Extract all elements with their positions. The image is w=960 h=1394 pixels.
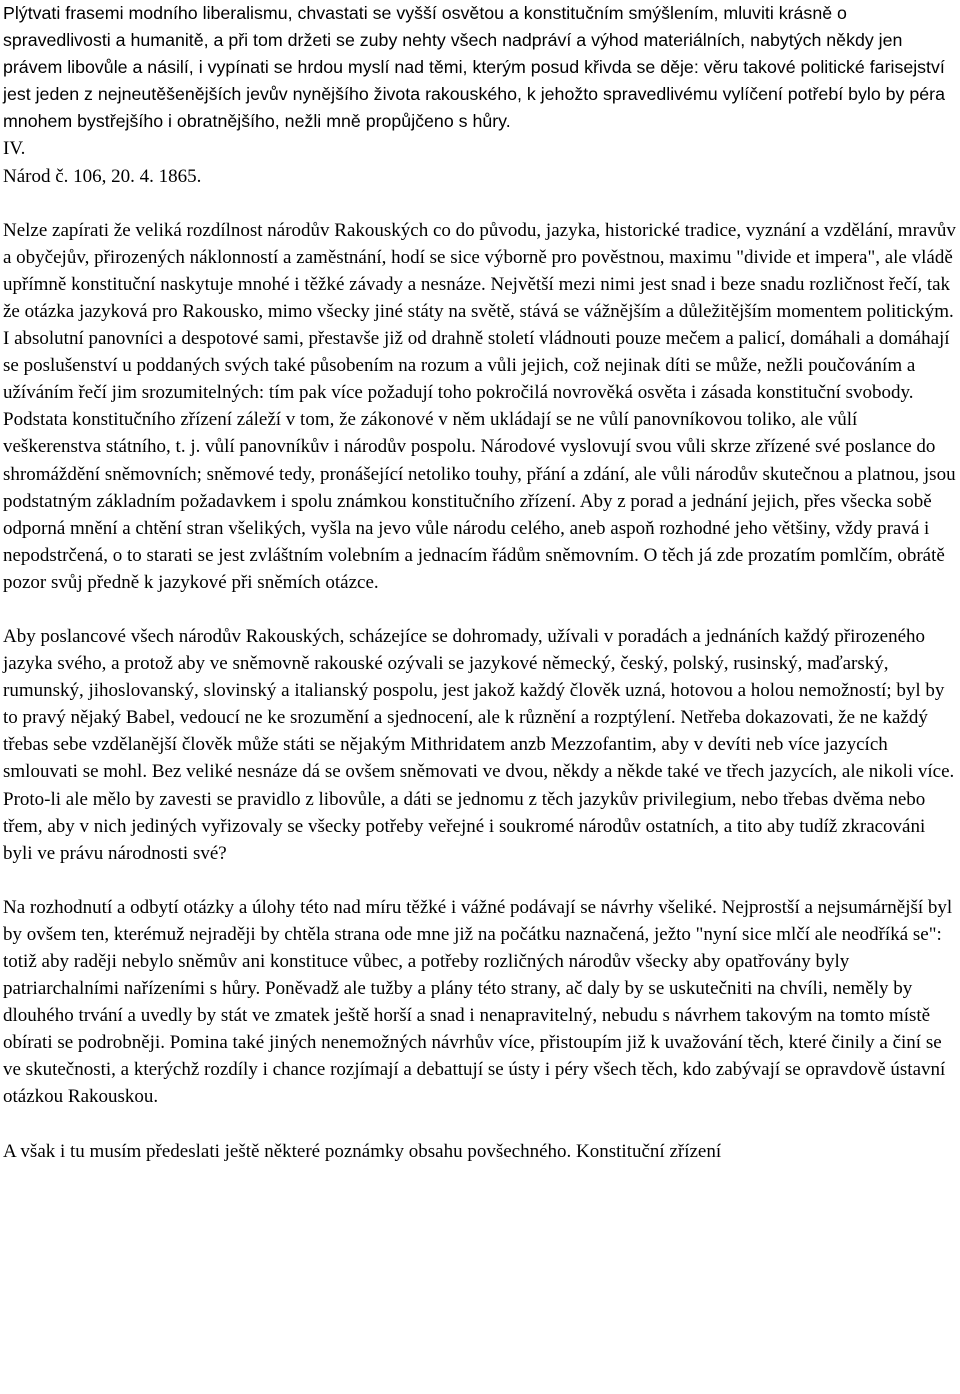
body-paragraph: Na rozhodnutí a odbytí otázky a úlohy této nad míru těžké i vážné podávají se návrhy všeliké. Nejprostší a nejsumárnější byl by ovšem ten, kterémuž nejraději by chtěla strana ode mne již na počátku naznačená, ježto "nyní sice mlčí ale neodříká se": totiž aby raději nebylo sněmův ani konstituce vůbec, a potřeby rozličných národův všecky aby opatřovány byly patriarchalními nařízeními s hůry. Poněvadž ale tužby a plány této strany, ač daly by se uskutečniti na chvíli, neměly by dlouhého trvání a uvedly by stát ve zmatek ještě horší a snad i nenapravitelný, nebudu s návrhem takovým na tomto místě obírati se podrobněji. Pomina také jiných nenemožných návrhův více, přistoupím již k uvažování těch, které činily a činí se ve skutečnosti, a kterýchž rozdíly i chance rozjímají a debattují se ústy i péry všech těch, kdo zabývají se opravdově ústavní otázkou Rakouskou.: [3, 896, 953, 1108]
body-paragraph: Nelze zapírati že veliká rozdílnost národův Rakouských co do původu, jazyka, historické tradice, vyznání a vzdělání, mravův a obyčejův, přirozených náklonností a zaměstnání, hodí se sice výborně pro pověstnou, maximu "divide et impera", ale vládě upřímně konstituční naskytuje mnohé i těžké závady a nesnáze. Největší mezi nimi jest snad i beze snadu rozličnost řečí, tak že otázka jazyková pro Rakousko, mimo všecky jiné státy na světě, stává se vážnějším a důležitějším momentem politickým. I absolutní panovníci a despotové sami, přestavše již od drahně století vládnouti pouze mečem a palicí, domáhali a domáhají se poslušenství u poddaných svých také působením na rozum a vůli jejich, což nejinak díti se může, nežli poučováním a užíváním řečí jim srozumitelných: tím pak více požadují toho pokročilá novrověká osvěta i zásada konstituční svobody. Podstata konstitučního zřízení záleží v tom, že zákonové v něm ukládají se ne vůlí panovníkovou toliko, ale vůlí veškerenstva státního, t. j. vůlí panovníkův i národův pospolu. Národové vyslovují svou vůli skrze zřízené své poslance do shromáždění sněmovních; sněmové tedy, pronášející netoliko touhy, přání a zdání, ale vůli národův skutečnou a platnou, jsou podstatným základním požadavkem i spolu známkou konstitučního zřízení. Aby z porad a jednání jejich, přes všecka sobě odporná mnění a chtění stran všelikých, vyšla na jevo vůle národu celého, aneb aspoň rozhodné jeho většiny, vždy pravá i nepodstrčená, o to starati se jest zvláštním volebním a jednacím řádům sněmovním. O těch já zde prozatím pomlčím, obrátě pozor svůj předně k jazykové při sněmích otázce.: [3, 219, 956, 593]
source-citation: Národ č. 106, 20. 4. 1865.: [3, 165, 202, 187]
section-number: IV.: [3, 138, 26, 160]
intro-paragraph: Plýtvati frasemi modního liberalismu, chvastati se vyšší osvětou a konstitučním smýšlením, mluviti krásně o spravedlivosti a humanitě, a při tom držeti se zuby nehty všech nadpráví a výhod materiálních, nabytých někdy jen právem libovůle a násilí, i vypínati se hrdou myslí nad těmi, kterým posud křivda se děje: věru takové politické farisejství jest jeden z nejneutěšenějších jevův nynějšího života rakouského, k jehožto spravedlivému vylíčení potřebí bylo by péra mnohem bystřejšího i obratnějšího, nežli mně propůjčeno s hůry.: [3, 3, 945, 132]
body-paragraph: Aby poslancové všech národův Rakouských, scházejíce se dohromady, užívali v poradách a jednáních každý přirozeného jazyka svého, a protož aby ve sněmovně rakouské ozývali se jazykové německý, český, polský, rusinský, maďarský, rumunský, jihoslovanský, slovinský a italianský pospolu, jest jakož každý člověk uzná, hotovou a holou nemožností; byl by to pravý nějaký Babel, vedoucí ne ke srozumění a sjednocení, ale k různění a rozptýlení. Netřeba dokazovati, že ne každý třebas sebe vzdělanější člověk může státi se nějakým Mithridatem anzb Mezzofantim, aby v devíti neb více jazycích smlouvati se mohl. Bez veliké nesnáze dá se ovšem sněmovati ve dvou, někdy a někde také ve třech jazycích, ale nikoli více. Proto-li ale mělo by zavesti se pravidlo z libovůle, a dáti se jednomu z těch jazykův privilegium, nebo třebas dvěma nebo třem, aby v nich jediných vyřizovaly se všecky potřeby veřejné i soukromé národův ostatních, a tito aby tudíž zkracováni byli ve právu národnosti své?: [3, 625, 955, 864]
body-paragraph: A však i tu musím předeslati ještě některé poznámky obsahu povšechného. Konstituční zřízení: [3, 1140, 722, 1162]
